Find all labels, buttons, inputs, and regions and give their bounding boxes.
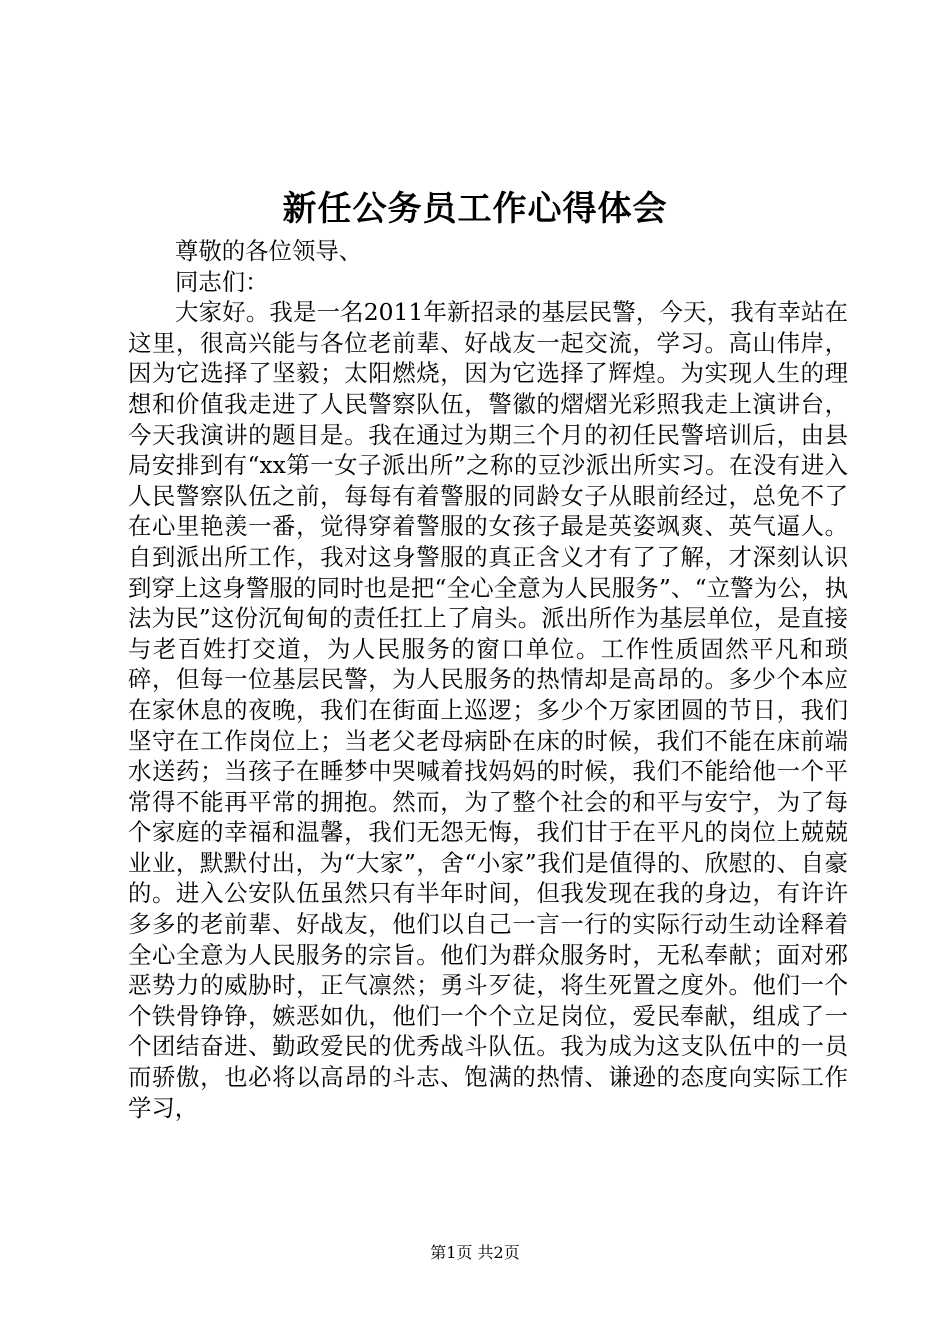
body-paragraph: 大家好。我是一名2011年新招录的基层民警，今天，我有幸站在这里，很高兴能与各位老前辈、好战友一起交流，学习。高山伟岸，因为它选择了坚毅；太阳燃烧，因为它选择了辉煌。为实现人生的理想和价值我走进了人民警察队伍，警徽的熠熠光彩照我走上演讲台，今天我演讲的题目是。我在通过为期三个月的初任民警培训后，由县局安排到有“xx第一女子派出所”之称的豆沙派出所实习。在没有进入人民警察队伍之前，每每有着警服的同龄女子从眼前经过，总免不了在心里艳羡一番，觉得穿着警服的女孩子最是英姿飒爽、英气逼人。自到派出所工作，我对这身警服的真正含义才有了了解，才深刻认识到穿上这身警服的同时也是把“全心全意为人民服务”、“立警为公，执法为民”这份沉甸甸的责任扛上了肩头。派出所作为基层单位，是直接与老百姓打交道，为人民服务的窗口单位。工作性质固然平凡和琐碎，但每一位基层民警，为人民服务的热情却是高昂的。多少个本应在家休息的夜晚，我们在街面上巡逻；多少个万家团圆的节日，我们坚守在工作岗位上；当老父老母病卧在床的时候，我们不能在床前端水送药；当孩子在睡梦中哭喊着找妈妈的时候，我们不能给他一个平常得不能再平常的拥抱。然而，为了整个社会的和平与安宁，为了每个家庭的幸福和温馨，我们无怨无悔，我们甘于在平凡的岗位上兢兢业业，默默付出，为“大家”，舍“小家”我们是值得的、欣慰的、自豪的。进入公安队伍虽然只有半年时间，但我发现在我的身边，有许许多多的老前辈、好战友，他们以自己一言一行的实际行动生动诠释着全心全意为人民服务的宗旨。他们为群众服务时，无私奉献；面对邪恶势力的威胁时，正气凛然；勇斗歹徒，将生死置之度外。他们一个个铁骨铮铮，嫉恶如仇，他们一个个立足岗位，爱民奉献，组成了一个团结奋进、勤政爱民的优秀战斗队伍。我为成为这支队伍中的一员而骄傲，也必将以高昂的斗志、饱满的热情、谦逊的态度向实际工作学习， (128, 298, 848, 1122)
greeting-line-1: 尊敬的各位领导、 (175, 237, 363, 265)
document-title: 新任公务员工作心得体会 (282, 189, 668, 229)
greeting-line-2: 同志们： (175, 267, 269, 296)
page-footer: 第1页 共2页 (430, 1243, 520, 1262)
document-body (128, 236, 848, 1123)
